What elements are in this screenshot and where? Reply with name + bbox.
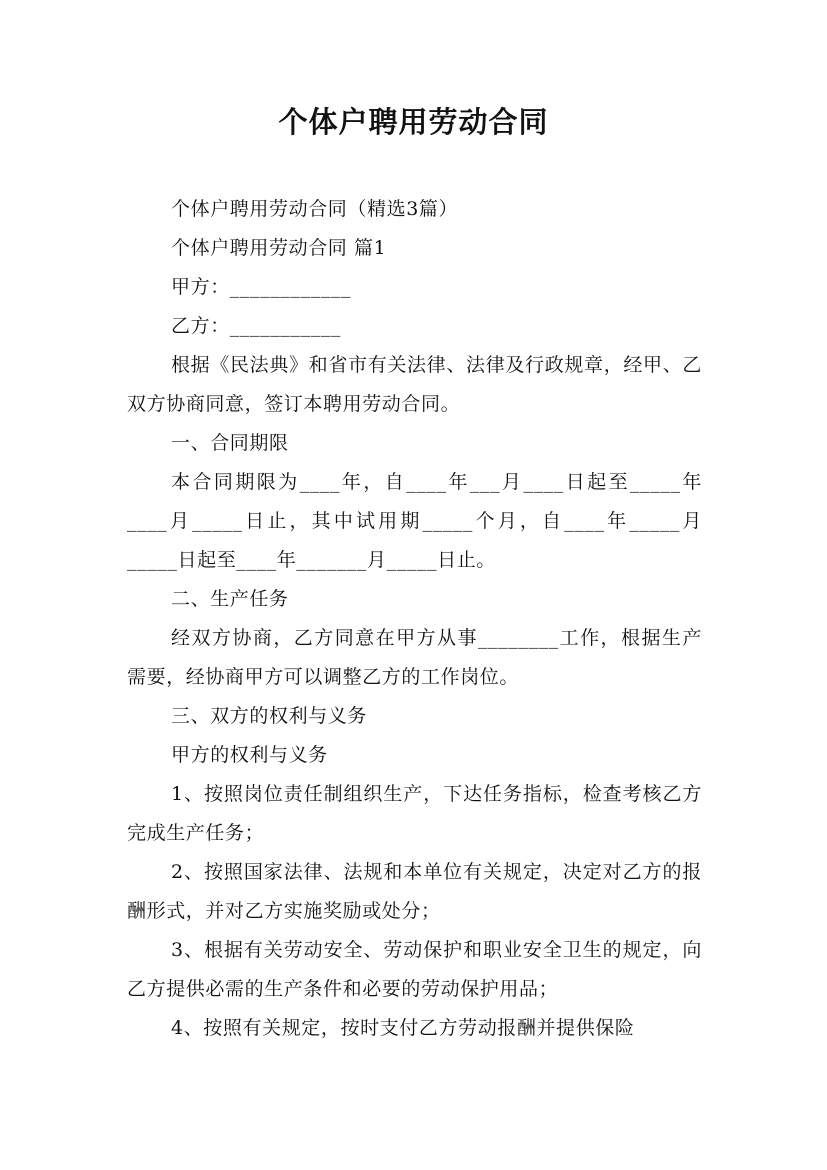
paragraph-part-heading: 个体户聘用劳动合同 篇1 (171, 237, 387, 259)
paragraph-party-b: 乙方：___________ (171, 315, 341, 337)
subheading-party-a-rights: 甲方的权利与义务 (171, 744, 328, 766)
list-item-3: 3、根据有关劳动安全、劳动保护和职业安全卫生的规定，向乙方提供必需的生产条件和必要的劳动保护用品； (127, 939, 702, 1000)
paragraph-term: 本合同期限为____年，自____年___月____日起至_____年____月_____日止，其中试用期_____个月，自____年_____月_____日起至____年_______月_____日止。 (127, 471, 702, 571)
section-heading-term: 一、合同期限 (171, 432, 289, 454)
document-title: 个体户聘用劳动合同 (278, 105, 549, 139)
paragraph-party-a: 甲方：____________ (171, 276, 352, 298)
paragraph-subtitle: 个体户聘用劳动合同（精选3篇） (171, 198, 459, 220)
paragraph-tasks: 经双方协商，乙方同意在甲方从事________工作，根据生产需要，经协商甲方可以调整乙方的工作岗位。 (127, 627, 702, 688)
section-heading-rights: 三、双方的权利与义务 (171, 705, 368, 727)
list-item-2: 2、按照国家法律、法规和本单位有关规定，决定对乙方的报酬形式，并对乙方实施奖励或处分； (127, 861, 702, 922)
section-heading-tasks: 二、生产任务 (171, 588, 289, 610)
document-body (127, 190, 702, 1048)
list-item-1: 1、按照岗位责任制组织生产，下达任务指标，检查考核乙方完成生产任务； (127, 783, 702, 844)
paragraph-preamble: 根据《民法典》和省市有关法律、法律及行政规章，经甲、乙双方协商同意，签订本聘用劳动合同。 (127, 354, 702, 415)
list-item-4: 4、按照有关规定，按时支付乙方劳动报酬并提供保险 (171, 1017, 635, 1039)
